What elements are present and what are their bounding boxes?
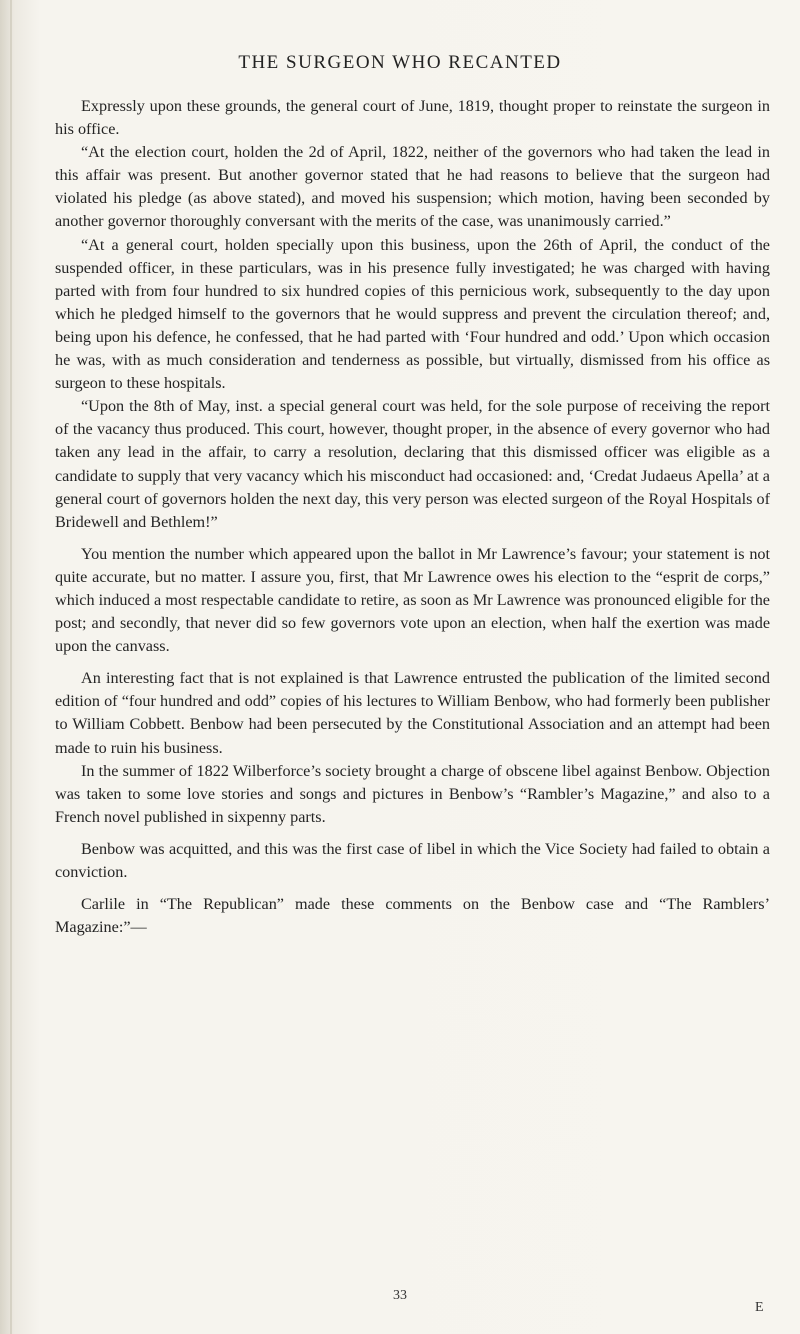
paragraph: Benbow was acquitted, and this was the first case of libel in which the Vice Society had failed to obtain a conviction. [55, 839, 770, 881]
paragraph: You mention the number which appeared upon the ballot in Mr Lawrence’s favour; your statement is not quite accurate, but no matter. I assure you, first, that Mr Lawrence owes his election to the “esprit de corps,” which induced a most respectable candidate to retire, as soon as Mr Lawrence was pronounced eligible for the post; and secondly, that never did so few governors vote upon an election, when half the exertion was made upon the canvass. [55, 544, 770, 656]
signature-mark: E [755, 1300, 764, 1315]
paragraph: Carlile in “The Republican” made these comments on the Benbow case and “The Ramblers’ Magazine:”— [55, 895, 770, 937]
binding-gutter [10, 0, 12, 1334]
page-number: 33 [393, 1288, 407, 1303]
paragraph: “At a general court, holden specially upon this business, upon the 26th of April, the conduct of the suspended officer, in these particulars, was in his presence fully investigated; he was charged with having parted with from four hundred to six hundred copies of this pernicious work, subsequently to the day upon which he pledged himself to the governors that he would suppress and prevent the circulation thereof; and, being upon his defence, he confessed, that he had parted with ‘Four hundred and odd.’ Upon which occasion he was, with as much consideration and tenderness as possible, but virtually, dismissed from his office as surgeon to these hospitals. [55, 235, 770, 393]
paragraph: In the summer of 1822 Wilberforce’s society brought a charge of obscene libel against Benbow. Objection was taken to some love stories and songs and pictures in Benbow’s “Rambler’s Magazine,” and also to a French novel published in sixpenny parts. [55, 761, 770, 826]
body-text [55, 95, 770, 939]
running-head: THE SURGEON WHO RECANTED [238, 52, 562, 73]
paragraph: “Upon the 8th of May, inst. a special general court was held, for the sole purpose of receiving the report of the vacancy thus produced. This court, however, thought proper, in the absence of every governor who had taken any lead in the affair, to carry a resolution, declaring that this dismissed officer was eligible as a candidate to supply that very vacancy which his misconduct had occasioned: and, ‘Credat Judaeus Apella’ at a general court of governors holden the next day, this very person was elected surgeon of the Royal Hospitals of Bridewell and Bethlem!” [55, 397, 770, 531]
paragraph: “At the election court, holden the 2d of April, 1822, neither of the governors who had taken the lead in this affair was present. But another governor stated that he had reasons to believe that the surgeon had violated his pledge (as above stated), and moved his suspension; which motion, having been seconded by another governor thoroughly conversant with the merits of the case, was unanimously carried.” [55, 143, 770, 231]
paragraph: Expressly upon these grounds, the general court of June, 1819, thought proper to reinstate the surgeon in his office. [55, 97, 770, 139]
paragraph: An interesting fact that is not explained is that Lawrence entrusted the publication of the limited second edition of “four hundred and odd” copies of his lectures to William Benbow, who had formerly been publisher to William Cobbett. Benbow had been persecuted by the Constitutional Association and an attempt had been made to ruin his business. [55, 669, 770, 757]
